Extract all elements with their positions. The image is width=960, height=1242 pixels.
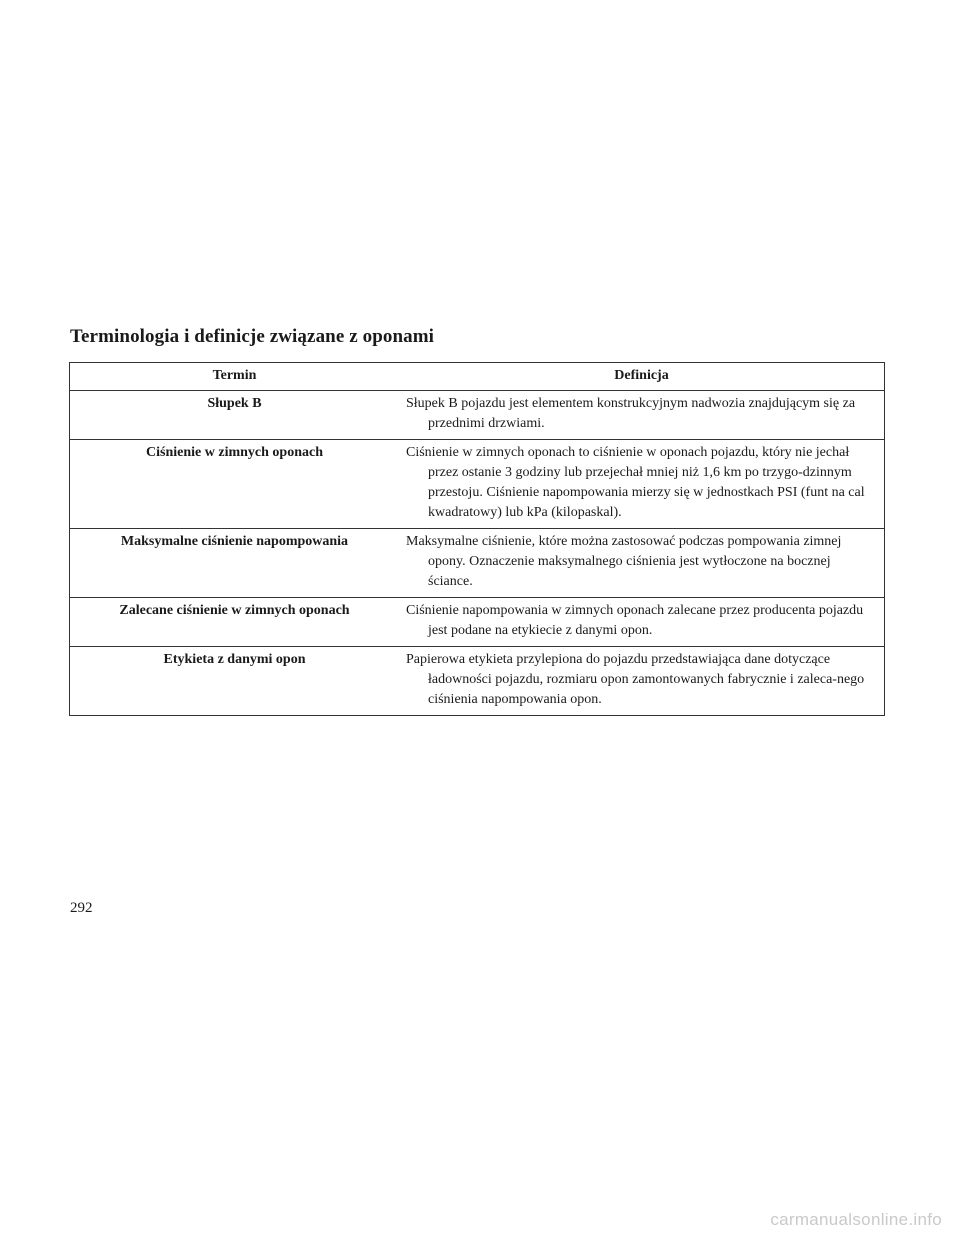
definition-cell	[399, 598, 885, 647]
table-row	[70, 598, 885, 647]
header-definition: Definicja	[399, 363, 885, 391]
table-body	[70, 391, 885, 716]
table-header-row	[70, 363, 885, 391]
table-row	[70, 391, 885, 440]
definition-text: Ciśnienie w zimnych oponach to ciśnienie w oponach pojazdu, który nie jechał przez ostanie 3 godziny lub przejechał mniej niż 1,6 km po trzygo-dzinnym przestoju. Ciśnienie napompowania mierzy się w jednostkach PSI (funt na cal kwadratowy) lub kPa (kilopaskal).	[406, 445, 865, 520]
table-header	[70, 363, 885, 391]
definition-cell	[399, 529, 885, 598]
term-cell: Ciśnienie w zimnych oponach	[70, 440, 400, 529]
page-number: 292	[70, 900, 93, 916]
definition-cell	[399, 440, 885, 529]
definition-text: Maksymalne ciśnienie, które można zastosować podczas pompowania zimnej opony. Oznaczenie maksymalnego ciśnienia jest wytłoczone na bocznej ściance.	[406, 534, 842, 589]
term-cell: Słupek B	[70, 391, 400, 440]
definition-cell	[399, 391, 885, 440]
terms-table	[69, 362, 885, 716]
table-row	[70, 440, 885, 529]
definition-text: Słupek B pojazdu jest elementem konstrukcyjnym nadwozia znajdującym się za przednimi drzwiami.	[406, 396, 856, 431]
watermark: carmanualsonline.info	[770, 1210, 942, 1229]
table-row	[70, 529, 885, 598]
term-cell: Maksymalne ciśnienie napompowania	[70, 529, 400, 598]
term-cell: Zalecane ciśnienie w zimnych oponach	[70, 598, 400, 647]
header-term: Termin	[70, 363, 400, 391]
definition-cell	[399, 647, 885, 716]
definition-text: Ciśnienie napompowania w zimnych oponach zalecane przez producenta pojazdu jest podane na etykiecie z danymi opon.	[406, 603, 864, 638]
page-title: Terminologia i definicje związane z oponami	[70, 326, 435, 347]
term-cell: Etykieta z danymi opon	[70, 647, 400, 716]
table-row	[70, 647, 885, 716]
definition-text: Papierowa etykieta przylepiona do pojazdu przedstawiająca dane dotyczące ładowności pojazdu, rozmiaru opon zamontowanych fabrycznie i zaleca-nego ciśnienia napompowania opon.	[406, 652, 865, 707]
